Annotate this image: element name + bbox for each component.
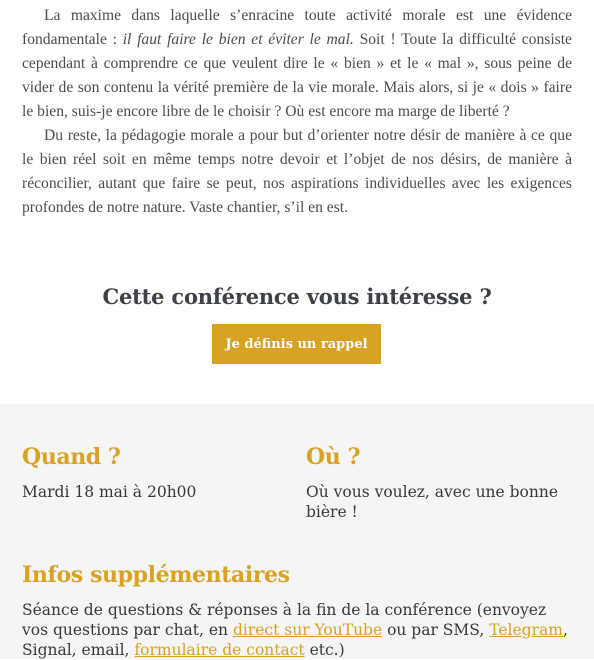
cta-title: Cette conférence vous intéresse ? (102, 284, 492, 309)
where-heading: Où ? (306, 444, 361, 470)
when-value: Mardi 18 mai à 20h00 (22, 483, 197, 501)
article-emphasis: il faut faire le bien et éviter le mal. (122, 31, 354, 48)
infos-text-part: , Signal, email, (22, 621, 568, 659)
telegram-link[interactable]: Telegram (489, 621, 563, 639)
where-value: Où vous voulez, avec une bonne bière ! (306, 483, 559, 521)
infos-heading: Infos supplémentaires (22, 562, 290, 588)
set-reminder-button[interactable]: Je définis un rappel (212, 324, 381, 364)
article-paragraph (22, 4, 572, 124)
article-text: Soit ! Toute la difficulté consiste cependant à comprendre ce que veulent dire le « bien » et le « mal », sous peine de vider de son contenu la vérité première de la vie morale. Mais alors, si je « dois » faire le bien, suis-je encore libre de le choisir ? Où est encore ma marge de liberté ? (22, 31, 572, 120)
article-paragraph: Du reste, la pédagogie morale a pour but d’orienter notre désir de manière à ce que le bien réel soit en même temps notre devoir et l’objet de nos désirs, de manière à réconcilier, autant que faire se peut, nos aspirations individuelles avec les exigences profondes de notre nature. Vaste chantier, s’il en est. (22, 127, 572, 216)
article-text: La maxime dans laquelle s’enracine toute activité morale est une évidence fondamentale : (22, 7, 572, 48)
when-heading: Quand ? (22, 444, 121, 470)
infos-text-part: etc.) (304, 641, 345, 659)
youtube-live-link[interactable]: direct sur YouTube (232, 621, 383, 639)
contact-form-link[interactable]: formulaire de contact (134, 641, 305, 659)
infos-text (22, 600, 574, 660)
infos-text-part: Séance de questions & réponses à la fin de la conférence (envoyez vos questions par chat, en (22, 601, 547, 639)
event-info-section (0, 404, 594, 659)
article-body (22, 4, 572, 220)
infos-text-part: ou par SMS, (382, 621, 490, 639)
